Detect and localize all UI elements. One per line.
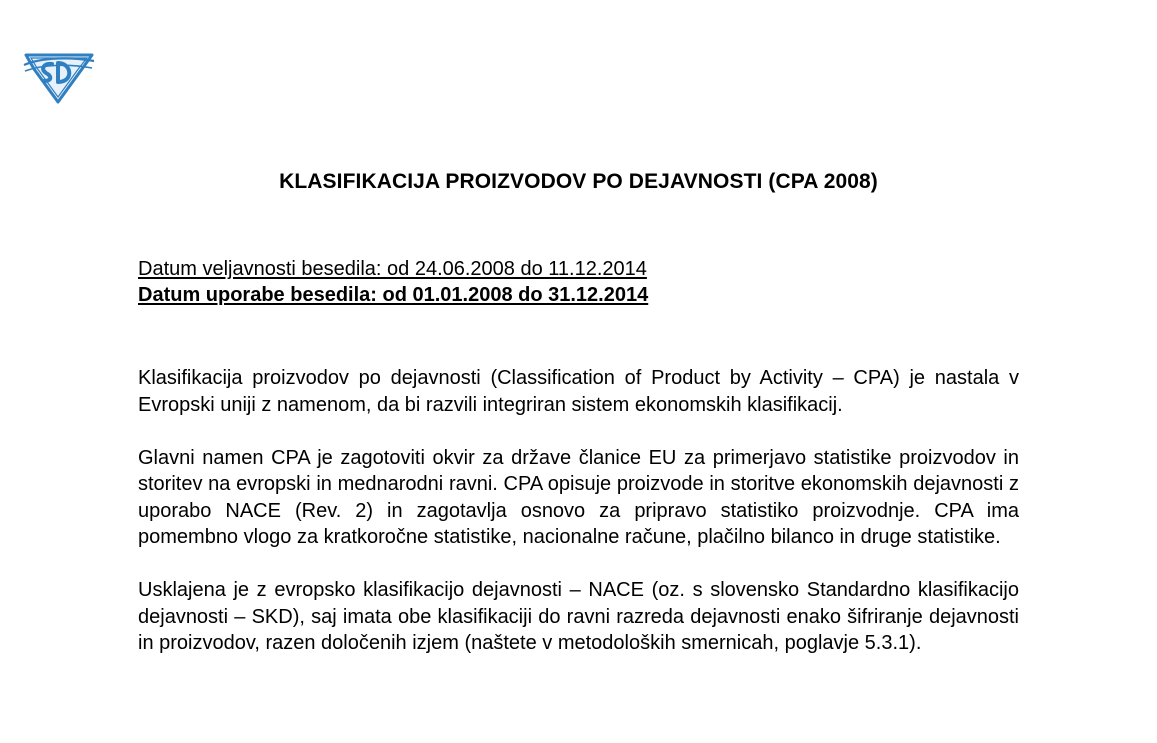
validity-date: Datum veljavnosti besedila: od 24.06.2008 do 11.12.2014 — [138, 258, 647, 280]
date-block — [138, 256, 648, 308]
paragraph-purpose: Glavni namen CPA je zagotoviti okvir za države članice EU za primerjavo statistike proizvodov in storitev na evropski in mednarodni ravni. CPA opisuje proizvode in storitve ekonomskih dejavnosti z uporabo NACE (Rev. 2) in zagotavlja osnovo za pripravo statistiko proizvodnje. CPA ima pomembno vlogo za kratkoročne statistike, nacionalne račune, plačilno bilanco in druge statistike. — [138, 446, 1019, 548]
paragraph-intro: Klasifikacija proizvodov po dejavnosti (Classification of Product by Activity – CPA) je nastala v Evropski uniji z namenom, da bi razvili integriran sistem ekonomskih klasifikacij. — [138, 367, 1019, 416]
sd-shield-logo-icon — [22, 47, 96, 105]
document-body — [138, 365, 1019, 683]
usage-date: Datum uporabe besedila: od 01.01.2008 do 31.12.2014 — [138, 284, 649, 306]
document-title: KLASIFIKACIJA PROIZVODOV PO DEJAVNOSTI (CPA 2008) — [279, 170, 878, 193]
paragraph-alignment: Usklajena je z evropsko klasifikacijo dejavnosti – NACE (oz. s slovensko Standardno klasifikacijo dejavnosti – SKD), saj imata obe klasifikaciji do ravni razreda dejavnosti enako šifriranje dejavnosti in proizvodov, razen določenih izjem (naštete v metodoloških smernicah, poglavje 5.3.1). — [138, 579, 1019, 654]
